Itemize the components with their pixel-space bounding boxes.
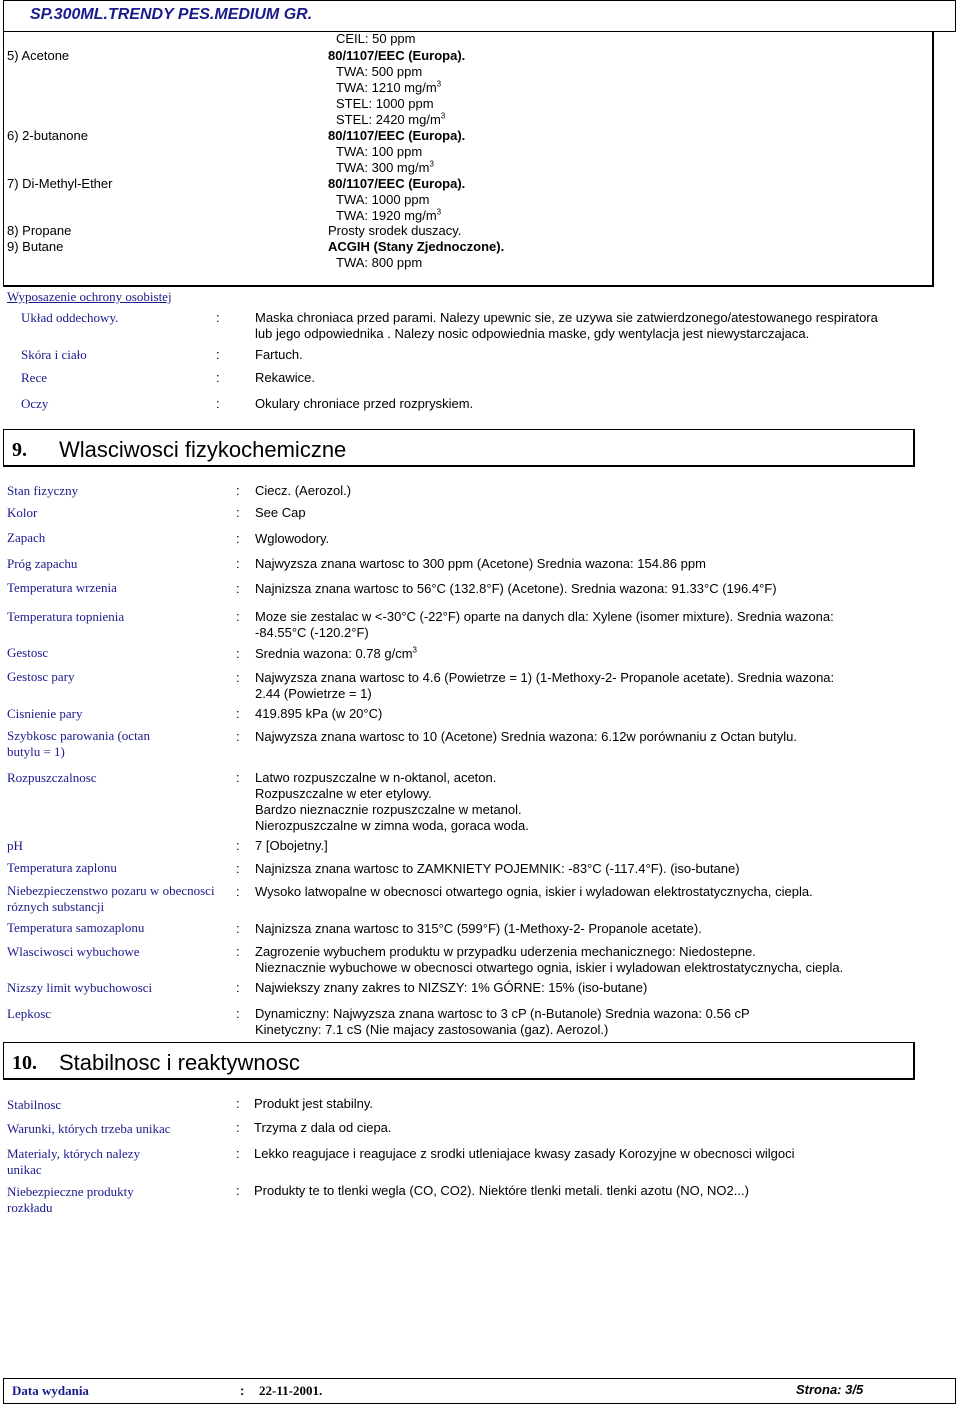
section-title: Wlasciwosci fizykochemiczne — [59, 437, 347, 462]
exposure-regulation: Prosty srodek duszacy. — [328, 223, 462, 238]
colon: : — [236, 729, 240, 744]
colon: : — [236, 770, 240, 785]
prop-value: See Cap — [255, 505, 306, 520]
prop-value: Wglowodory. — [255, 531, 330, 546]
exposure-value: TWA: 500 ppm — [336, 64, 423, 79]
stability-value: Produkty te to tlenki wegla (CO, CO2). Niektóre tlenki metali. tlenki azotu (NO, NO2...) — [254, 1183, 749, 1198]
prop-label: pH — [7, 838, 23, 853]
colon: : — [216, 396, 220, 411]
prop-label: Temperatura topnienia — [7, 609, 125, 624]
prop-label: Szybkosc parowania (octan — [7, 728, 150, 743]
prop-value: Zagrozenie wybuchem produktu w przypadku uderzenia mechanicznego: Niedostepne. — [255, 944, 756, 959]
colon: : — [236, 670, 240, 685]
colon: : — [236, 980, 240, 995]
exposure-value: STEL: 2420 $mg/m^3$ — [336, 111, 446, 127]
colon: : — [236, 1183, 240, 1198]
exposure-value: TWA: 1000 ppm — [336, 192, 430, 207]
exposure-value: TWA: 1920 $mg/m^3$ — [336, 207, 442, 223]
page-number: Strona: 3/5 — [796, 1382, 864, 1397]
prop-value: Ciecz. (Aerozol.) — [255, 483, 352, 498]
exposure-regulation: 80/1107/EEC (Europa). — [328, 48, 466, 63]
ppe-label-respiratory: Układ oddechowy. — [21, 310, 119, 325]
ppe-label-eyes: Oczy — [21, 396, 49, 411]
prop-label: Zapach — [7, 530, 46, 545]
ppe-heading: Wyposazenie ochrony osobistej — [7, 289, 172, 304]
prop-value: Najnizsza znana wartosc to ZAMKNIETY POJEMNIK: -83°C (-117.4°F). (iso-butane) — [255, 861, 740, 876]
issue-date-label: Data wydania — [12, 1383, 89, 1398]
stability-label: Materialy, których nalezy — [7, 1146, 141, 1161]
section-number: 10. — [12, 1052, 37, 1074]
prop-value: Latwo rozpuszczalne w n-oktanol, aceton. — [255, 770, 497, 785]
prop-value: Najnizsza znana wartosc to 315°C (599°F) (1-Methoxy-2- Propanole acetate). — [255, 921, 702, 936]
document-title: SP.300ML.TRENDY PES.MEDIUM GR. — [30, 6, 313, 23]
stability-value: Produkt jest stabilny. — [254, 1096, 373, 1111]
ppe-value-hands: Rekawice. — [255, 370, 315, 385]
stability-label: Warunki, których trzeba unikac — [7, 1121, 171, 1136]
colon: : — [216, 310, 220, 325]
prop-value-2: 2.44 (Powietrze = 1) — [255, 686, 372, 701]
colon: : — [236, 646, 240, 661]
exposure-value: TWA: 300 $mg/m^3$ — [336, 159, 434, 175]
prop-label: Temperatura wrzenia — [7, 580, 117, 595]
prop-value: Najnizsza znana wartosc to 56°C (132.8°F) (Acetone). Srednia wazona: 91.33°C (196.4°F) — [255, 581, 777, 596]
prop-label: Stan fizyczny — [7, 483, 79, 498]
ppe-value-skin: Fartuch. — [255, 347, 303, 362]
colon: : — [236, 483, 240, 498]
prop-label-2: butylu = 1) — [7, 744, 65, 759]
exposure-value: TWA: 1210 $mg/m^3$ — [336, 79, 442, 95]
prop-label: Temperatura samozaplonu — [7, 920, 145, 935]
ppe-value-eyes: Okulary chroniace przed rozpryskiem. — [255, 396, 474, 411]
exposure-regulation: 80/1107/EEC (Europa). — [328, 176, 466, 191]
prop-value-2: Nieznacznie wybuchowe w obecnosci otwartego ognia, iskier i wyladowan elektrostatycznycha, ciepla. — [255, 960, 844, 975]
prop-value: Moze sie zestalac w <-30°C (-22°F) oparte na danych dla: Xylene (isomer mixture). Srednia wazona: — [255, 609, 834, 624]
colon: : — [236, 706, 240, 721]
exposure-item-name: 6) 2-butanone — [7, 128, 88, 143]
exposure-regulation: 80/1107/EEC (Europa). — [328, 128, 466, 143]
prop-value: 7 [Obojetny.] — [255, 838, 328, 853]
colon: : — [236, 838, 240, 853]
stability-value: Lekko reagujace i reagujace z srodki utleniajace kwasy zasady Korozyjne w obecnosci wilgoci — [254, 1146, 795, 1161]
stability-label: Stabilnosc — [7, 1097, 62, 1112]
ppe-label-hands: Rece — [21, 370, 47, 385]
prop-value: Najwyzsza znana wartosc to 300 ppm (Acetone) Srednia wazona: 154.86 ppm — [255, 556, 706, 571]
exposure-value: TWA: 800 ppm — [336, 255, 423, 270]
ppe-label-skin: Skóra i ciało — [21, 347, 87, 362]
prop-value-2: -84.55°C (-120.2°F) — [255, 625, 369, 640]
prop-value-3: Bardzo nieznacznie rozpuszczalne w metanol. — [255, 802, 522, 817]
exposure-ceil-line: CEIL: 50 ppm — [336, 31, 416, 46]
section-number: 9. — [12, 439, 27, 461]
prop-label: Wlasciwosci wybuchowe — [7, 944, 140, 959]
exposure-item-name: 5) Acetone — [7, 48, 70, 63]
stability-value: Trzyma z dala od ciepa. — [254, 1120, 392, 1135]
prop-value: Wysoko latwopalne w obecnosci otwartego ognia, iskier i wyladowan elektrostatycznycha, ciepla. — [255, 884, 813, 899]
colon: : — [236, 944, 240, 959]
section-10-header — [3, 1042, 915, 1080]
prop-label: Próg zapachu — [7, 556, 78, 571]
prop-value-2: Rozpuszczalne w eter etylowy. — [255, 786, 432, 801]
colon: : — [236, 505, 240, 520]
prop-label-2: róznych substancji — [7, 899, 105, 914]
prop-label: Niebezpieczenstwo pozaru w obecnosci — [7, 883, 215, 898]
issue-date-value: 22-11-2001. — [259, 1383, 323, 1398]
prop-label: Gestosc — [7, 645, 49, 660]
ppe-value-respiratory: Maska chroniaca przed parami. Nalezy upewnic sie, ze uzywa sie zatwierdzonego/atestowanego respiratora — [255, 310, 878, 325]
colon: : — [236, 556, 240, 571]
prop-label: Gestosc pary — [7, 669, 75, 684]
colon: : — [236, 1146, 240, 1161]
prop-label: Rozpuszczalnosc — [7, 770, 97, 785]
colon: : — [236, 609, 240, 624]
colon: : — [236, 921, 240, 936]
exposure-item-name: 7) Di-Methyl-Ether — [7, 176, 113, 191]
prop-value: Srednia wazona: 0.78 $g/cm^3$ — [255, 645, 417, 661]
prop-label: Temperatura zaplonu — [7, 860, 117, 875]
exposure-item-name: 8) Propane — [7, 223, 72, 238]
colon: : — [236, 581, 240, 596]
colon: : — [236, 1120, 240, 1135]
exposure-value: STEL: 1000 ppm — [336, 96, 434, 111]
prop-label: Kolor — [7, 505, 38, 520]
exposure-regulation: ACGIH (Stany Zjednoczone). — [328, 239, 505, 254]
stability-label-2: rozkładu — [7, 1200, 53, 1215]
ppe-value-respiratory-2: lub jego odpowiednika . Nalezy nosic odpowiednia maske, gdy wentylacja jest niewystarczajaca. — [255, 326, 810, 341]
exposure-value: TWA: 100 ppm — [336, 144, 423, 159]
section-9-header — [3, 429, 915, 467]
prop-value: Dynamiczny: Najwyzsza znana wartosc to 3 cP (n-Butanole) Srednia wazona: 0.56 cP — [255, 1006, 750, 1021]
colon: : — [236, 1006, 240, 1021]
colon: : — [236, 1096, 240, 1111]
prop-value-2: Kinetyczny: 7.1 cS (Nie majacy zastosowania (gaz). Aerozol.) — [255, 1022, 609, 1037]
section-title: Stabilnosc i reaktywnosc — [59, 1050, 300, 1075]
prop-value-4: Nierozpuszczalne w zimna woda, goraca woda. — [255, 818, 529, 833]
colon: : — [240, 1383, 245, 1398]
colon: : — [236, 861, 240, 876]
prop-value: Najwyzsza znana wartosc to 4.6 (Powietrze = 1) (1-Methoxy-2- Propanole acetate). Srednia wazona: — [255, 670, 835, 685]
colon: : — [236, 531, 240, 546]
stability-label: Niebezpieczne produkty — [7, 1184, 134, 1199]
prop-value: Najwiekszy znany zakres to NIZSZY: 1% GÓRNE: 15% (iso-butane) — [255, 980, 648, 995]
colon: : — [236, 884, 240, 899]
colon: : — [216, 347, 220, 362]
prop-label: Lepkosc — [7, 1006, 52, 1021]
prop-value: Najwyzsza znana wartosc to 10 (Acetone) Srednia wazona: 6.12w porównaniu z Octan butylu. — [255, 729, 797, 744]
prop-value: 419.895 kPa (w 20°C) — [255, 706, 383, 721]
stability-label-2: unikac — [7, 1162, 42, 1177]
colon: : — [216, 370, 220, 385]
exposure-item-name: 9) Butane — [7, 239, 64, 254]
prop-label: Nizszy limit wybuchowosci — [7, 980, 153, 995]
prop-label: Cisnienie pary — [7, 706, 83, 721]
